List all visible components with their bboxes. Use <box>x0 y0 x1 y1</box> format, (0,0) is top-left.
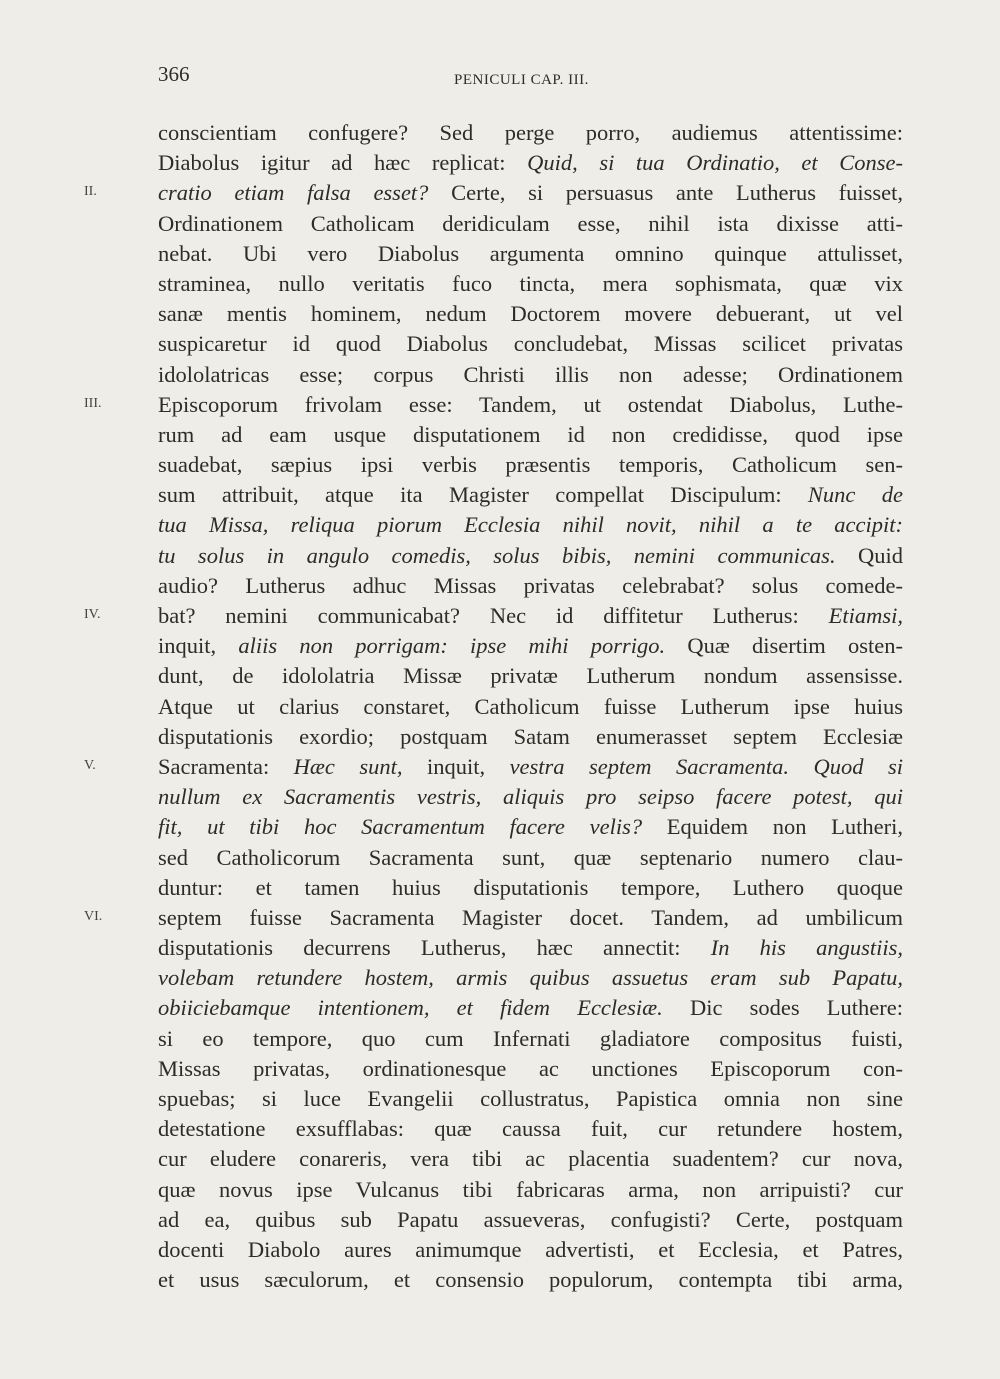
text-line <box>158 390 903 420</box>
text-run: si eo tempore, quo cum Infernati gladiatore compositus fuisti, <box>158 1025 903 1051</box>
text-line <box>158 933 903 963</box>
text-run: Quæ disertim osten- <box>665 633 903 659</box>
text-line <box>158 1175 903 1205</box>
text-run: Dic sodes Luthere: <box>662 995 903 1021</box>
text-line <box>158 360 903 390</box>
text-run: idololatricas esse; corpus Christi illis non adesse; Ordinationem <box>158 361 903 387</box>
text-line <box>158 661 903 691</box>
text-run: rum ad eam usque disputationem id non credidisse, quod ipse <box>158 421 903 447</box>
text-line <box>158 209 903 239</box>
italic-quote: aliis non porrigam: ipse mihi porrigo. <box>238 633 666 659</box>
text-run: docenti Diabolo aures animumque advertisti, et Ecclesia, et Patres, <box>158 1236 903 1262</box>
text-line <box>158 239 903 269</box>
text-run: conscientiam confugere? Sed perge porro, audiemus attentissime: <box>158 120 903 145</box>
italic-quote: cratio etiam falsa esset? <box>158 180 429 206</box>
text-line <box>158 601 903 631</box>
text-line <box>158 299 903 329</box>
text-run: audio? Lutherus adhuc Missas privatas celebrabat? solus comede- <box>158 572 903 598</box>
text-run: ad ea, quibus sub Papatu assueveras, confugisti? Certe, postquam <box>158 1206 903 1232</box>
text-run: duntur: et tamen huius disputationis tempore, Luthero quoque <box>158 874 903 900</box>
text-line <box>158 178 903 208</box>
text-line <box>158 812 903 842</box>
italic-quote: Hæc sunt, <box>293 753 403 779</box>
text-run: Missas privatas, ordinationesque ac unctiones Episcoporum con- <box>158 1055 903 1081</box>
text-run: inquit, <box>402 753 510 779</box>
text-run: Quid <box>835 542 903 568</box>
text-run: suadebat, sæpius ipsi verbis præsentis temporis, Catholicum sen- <box>158 452 903 478</box>
text-run: Episcoporum frivolam esse: Tandem, ut ostendat Diabolus, Luthe- <box>158 391 903 417</box>
italic-quote: fit, ut tibi hoc Sacramentum facere velis? <box>158 814 643 840</box>
text-run: Diabolus igitur ad hæc replicat: <box>158 150 528 176</box>
text-run: quæ novus ipse Vulcanus tibi fabricaras arma, non arripuisti? cur <box>158 1176 903 1202</box>
text-line <box>158 510 903 540</box>
text-line <box>158 571 903 601</box>
text-line <box>158 118 903 148</box>
text-run: spuebas; si luce Evangelii collustratus, Papistica omnia non sine <box>158 1086 903 1111</box>
text-line <box>158 148 903 178</box>
italic-quote: nullum ex Sacramentis vestris, aliquis pro seipso facere potest, qui <box>158 784 903 810</box>
italic-quote: Quid, si tua Ordinatio, et Conse- <box>527 150 903 176</box>
italic-quote: obiiciebamque intentionem, et fidem Ecclesiæ. <box>158 995 663 1021</box>
italic-quote: Etiamsi, <box>828 603 903 628</box>
text-run: et usus sæculorum, et consensio populorum, contempta tibi arma, <box>158 1267 903 1293</box>
text-run: disputationis decurrens Lutherus, hæc annectit: <box>158 935 711 961</box>
text-line <box>158 631 903 661</box>
section-marker: II. <box>84 184 97 200</box>
text-line <box>158 692 903 722</box>
text-line <box>158 873 903 903</box>
text-run: straminea, nullo veritatis fuco tincta, mera sophismata, quæ vix <box>158 270 903 296</box>
text-run: nebat. Ubi vero Diabolus argumenta omnino quinque attulisset, <box>158 240 903 266</box>
text-line <box>158 722 903 752</box>
text-run: dunt, de idololatria Missæ privatæ Lutherum nondum assensisse. <box>158 663 903 689</box>
text-run: inquit, <box>158 633 239 659</box>
section-marker: VI. <box>84 909 103 925</box>
running-head: PENICULI CAP. III. <box>454 72 589 88</box>
text-line <box>158 782 903 812</box>
italic-quote: tua Missa, reliqua piorum Ecclesia nihil novit, nihil a te accipit: <box>158 512 903 538</box>
text-run: suspicaretur id quod Diabolus concludebat, Missas scilicet privatas <box>158 331 903 357</box>
text-line <box>158 420 903 450</box>
text-line <box>158 329 903 359</box>
text-line <box>158 269 903 299</box>
text-line <box>158 1265 903 1295</box>
section-marker: IV. <box>84 607 101 623</box>
text-line <box>158 752 903 782</box>
text-line <box>158 1054 903 1084</box>
italic-quote: volebam retundere hostem, armis quibus assuetus eram sub Papatu, <box>158 965 903 991</box>
text-line <box>158 843 903 873</box>
text-line <box>158 993 903 1023</box>
italic-quote: Nunc de <box>807 482 903 508</box>
text-line <box>158 1205 903 1235</box>
text-run: Equidem non Lutheri, <box>642 814 903 840</box>
text-run: septem fuisse Sacramenta Magister docet. Tandem, ad umbilicum <box>158 904 903 930</box>
text-run: Certe, si persuasus ante Lutherus fuisset, <box>428 180 903 206</box>
text-line <box>158 1114 903 1144</box>
text-run: Ordinationem Catholicam deridiculam esse, nihil ista dixisse atti- <box>158 210 903 236</box>
text-run: detestatione exsufflabas: quæ caussa fuit, cur retundere hostem, <box>158 1116 903 1142</box>
text-line <box>158 480 903 510</box>
text-run: bat? nemini communicabat? Nec id diffitetur Lutherus: <box>158 603 829 628</box>
text-line <box>158 1235 903 1265</box>
text-run: sum attribuit, atque ita Magister compellat Discipulum: <box>158 482 808 508</box>
italic-quote: In his angustiis, <box>710 935 903 961</box>
text-run: sanæ mentis hominem, nedum Doctorem movere debuerant, ut vel <box>158 301 903 327</box>
text-run: disputationis exordio; postquam Satam enumerasset septem Ecclesiæ <box>158 723 903 749</box>
text-run: Atque ut clarius constaret, Catholicum fuisse Lutherum ipse huius <box>158 693 903 719</box>
section-marker: V. <box>84 758 96 774</box>
text-line <box>158 541 903 571</box>
text-line <box>158 1144 903 1174</box>
text-line <box>158 963 903 993</box>
text-line <box>158 1084 903 1114</box>
text-run: sed Catholicorum Sacramenta sunt, quæ septenario numero clau- <box>158 844 903 870</box>
page-number: 366 <box>158 62 190 86</box>
text-line <box>158 450 903 480</box>
text-line <box>158 1024 903 1054</box>
text-run: Sacramenta: <box>158 753 294 779</box>
text-run: cur eludere conareris, vera tibi ac placentia suadentem? cur nova, <box>158 1146 903 1172</box>
text-line <box>158 903 903 933</box>
body-text <box>158 118 903 1295</box>
section-marker: III. <box>84 395 102 411</box>
italic-quote: tu solus in angulo comedis, solus bibis, nemini communicas. <box>158 542 836 568</box>
italic-quote: vestra septem Sacramenta. Quod si <box>509 753 903 779</box>
